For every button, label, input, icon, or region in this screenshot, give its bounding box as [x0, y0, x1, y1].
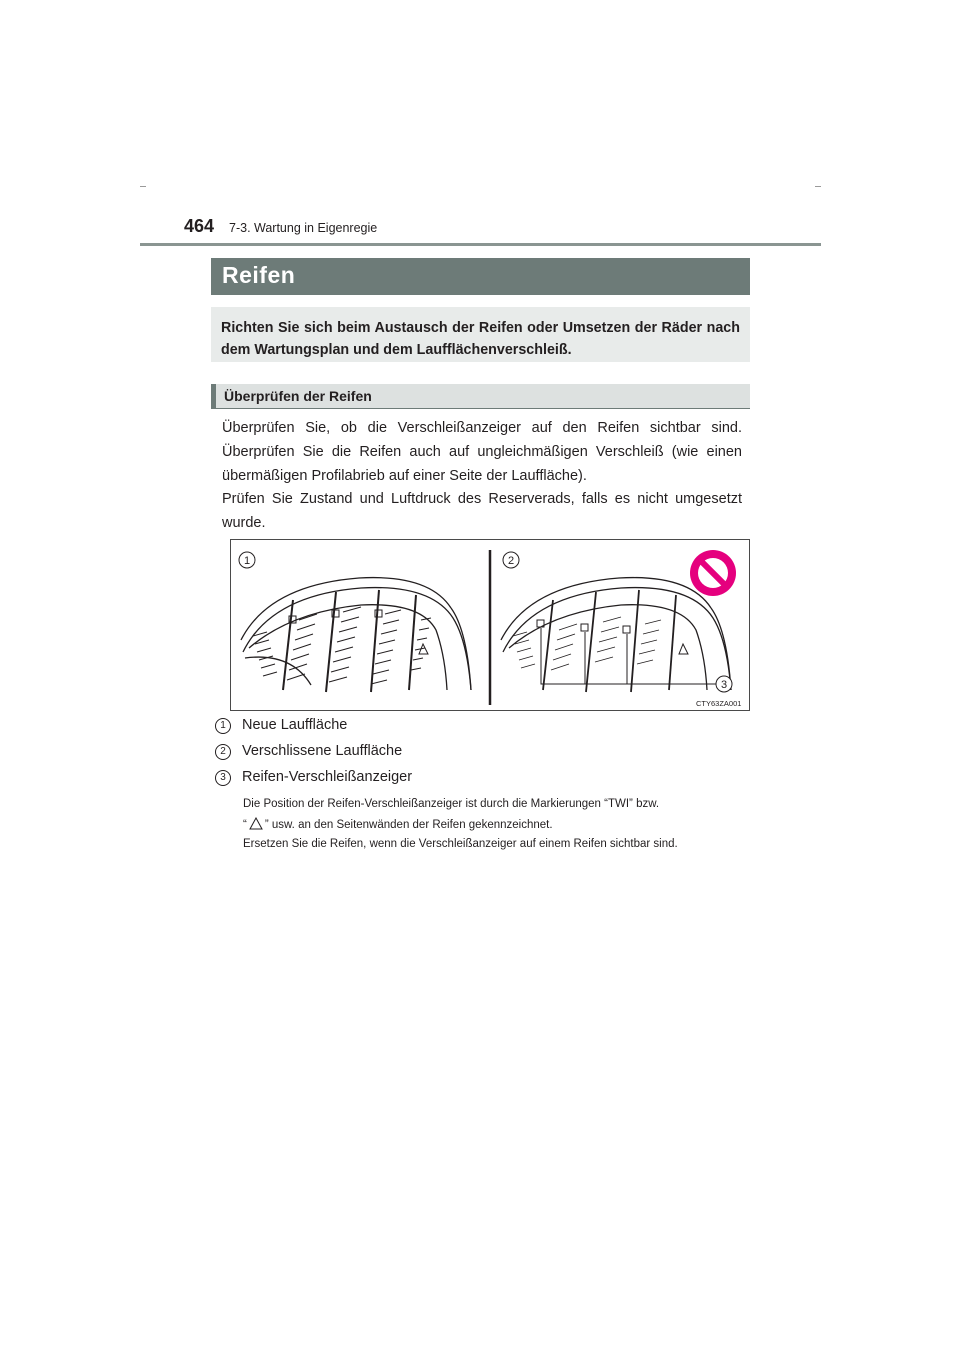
triangle-mark-icon — [249, 817, 263, 830]
paragraph-check-indicators: Überprüfen Sie, ob die Verschleißanzeiger auf den Reifen sichtbar sind. Überprüfen Sie die Reifen auch auf ungleichmäßigen Verschleiß (wie einen übermäßigen Profilabrieb auf einer Seite der Lauffläche). — [222, 420, 742, 484]
page-title: Reifen — [222, 262, 296, 288]
paragraph-spare-wheel: Prüfen Sie Zustand und Luftdruck des Reserverads, falls es nicht umgesetzt wurde. — [222, 491, 742, 531]
note-twi — [243, 794, 743, 836]
page-title-bar — [211, 258, 750, 295]
callout-1 — [239, 552, 255, 568]
callout-3 — [716, 676, 732, 692]
figure-code: CTY63ZA001 — [696, 699, 742, 708]
section-reference: 7-3. Wartung in Eigenregie — [229, 221, 378, 235]
callout-2 — [503, 552, 519, 568]
crop-mark-left — [140, 186, 146, 187]
svg-text:1: 1 — [243, 555, 251, 567]
svg-text:2: 2 — [507, 555, 515, 567]
subsection-accent-bar — [211, 384, 216, 408]
subsection-rule — [211, 408, 750, 409]
no-entry-icon — [690, 550, 736, 596]
subsection-title: Überprüfen der Reifen — [224, 388, 372, 404]
legend-number: 1 — [215, 718, 231, 734]
note-twi-line1: Die Position der Reifen-Verschleißanzeiger ist durch die Markierungen “TWI” bzw. — [243, 798, 660, 810]
intro-text: Richten Sie sich beim Austausch der Reifen oder Umsetzen der Räder nach dem Wartungsplan und dem Laufflächenverschleiß. — [221, 320, 740, 358]
svg-text:3: 3 — [720, 679, 728, 691]
worn-tread-tire — [501, 578, 731, 692]
subsection-header — [211, 384, 750, 408]
header-rule — [140, 243, 821, 246]
tire-illustration-svg — [231, 540, 749, 710]
note-twi-line2: ” usw. an den Seitenwänden der Reifen gekennzeichnet. — [264, 819, 553, 831]
note-twi-quote-open: “ — [243, 819, 247, 831]
crop-mark-right — [815, 186, 821, 187]
intro-box — [211, 307, 750, 362]
legend-label: Verschlissene Lauffläche — [242, 743, 403, 759]
legend-number: 2 — [215, 744, 231, 760]
legend-number: 3 — [215, 770, 231, 786]
legend-label: Neue Lauffläche — [242, 717, 348, 733]
new-tread-tire — [241, 578, 471, 692]
note-replace: Ersetzen Sie die Reifen, wenn die Verschleißanzeiger auf einem Reifen sichtbar sind. — [243, 838, 678, 850]
tire-illustration — [230, 539, 750, 711]
legend-label: Reifen-Verschleißanzeiger — [242, 769, 413, 785]
page-number: 464 — [184, 216, 215, 236]
